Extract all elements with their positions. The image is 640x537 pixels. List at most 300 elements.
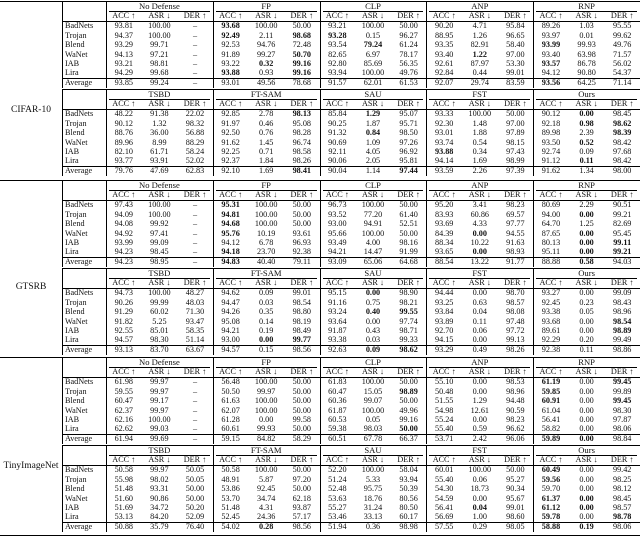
value-cell: 54.30 (434, 484, 454, 494)
value-cell: 100.00 (148, 288, 171, 298)
value-cell: 92.45 (256, 484, 276, 494)
value-cell: 1.87 (365, 118, 381, 128)
value-cell: 49.96 (399, 405, 418, 415)
value-cell: 97.00 (506, 118, 525, 128)
value-cell: 99.09 (150, 237, 169, 247)
table-row (62, 326, 640, 335)
metric-header: DER ↑ (397, 190, 420, 200)
metric-header: ACC ↑ (219, 190, 243, 200)
value-cell: 98.81 (150, 58, 169, 68)
value-cell: 87.65 (541, 228, 561, 238)
value-cell: 92.29 (541, 335, 561, 345)
metric-header: ASR ↓ (468, 11, 491, 21)
value-cell: 0.40 (365, 307, 381, 317)
value-cell: 2.05 (365, 156, 381, 166)
value-cell: 80.13 (541, 237, 561, 247)
value-cell: 92.25 (221, 146, 240, 156)
value-cell: – (192, 414, 198, 424)
value-cell: – (192, 247, 198, 257)
value-cell: 29.74 (470, 77, 489, 87)
value-cell: 56.41 (541, 414, 561, 424)
value-cell: 98.21 (399, 297, 418, 307)
value-cell: 50.00 (292, 219, 311, 229)
method-header: SAU (364, 89, 382, 99)
attack-name: Blend (65, 40, 85, 50)
table-row (62, 298, 640, 307)
value-cell: 0.35 (259, 307, 274, 317)
table-row (62, 415, 640, 424)
value-cell: 91.99 (399, 247, 418, 257)
value-cell: 0.03 (259, 297, 274, 307)
attack-name: Blend (65, 396, 85, 406)
column-rule (320, 445, 321, 532)
value-cell: 93.91 (150, 156, 169, 166)
value-cell: 97.89 (506, 128, 525, 138)
metric-header: DER ↑ (183, 455, 207, 465)
method-header: No Defense (138, 1, 180, 11)
value-cell: 62.01 (363, 77, 383, 87)
table-row (62, 128, 640, 137)
value-cell: 50.00 (185, 484, 205, 494)
column-rule (213, 1, 214, 88)
value-cell: 93.94 (328, 68, 347, 78)
value-cell: 0.00 (579, 247, 594, 257)
value-cell: 52.51 (399, 219, 418, 229)
value-cell: 88.54 (434, 256, 454, 266)
value-cell: 92.63 (328, 344, 347, 354)
table-row (62, 31, 640, 40)
value-cell: 10.19 (256, 228, 276, 238)
method-header: TSBD (148, 89, 171, 99)
value-cell: 94.73 (114, 288, 133, 298)
value-cell: 97.20 (292, 474, 311, 484)
attack-name: IAB (65, 58, 80, 68)
value-cell: 93.99 (114, 237, 133, 247)
metric-header: ASR ↓ (148, 99, 171, 109)
value-cell: 94.12 (221, 237, 240, 247)
metric-header: ASR ↓ (575, 99, 598, 109)
value-cell: 99.93 (577, 40, 596, 50)
column-rule (320, 1, 321, 88)
column-rule (426, 180, 427, 267)
value-cell: 82.10 (114, 146, 133, 156)
value-cell: 61.71 (150, 146, 169, 156)
value-cell: 90.04 (328, 165, 347, 175)
metric-header: ASR ↓ (255, 11, 278, 21)
value-cell: 0.00 (472, 386, 487, 396)
value-cell: 86.78 (577, 58, 596, 68)
column-rule (62, 268, 63, 355)
value-cell: 34.72 (150, 502, 169, 512)
value-cell: 99.16 (399, 414, 418, 424)
value-cell: 59.55 (114, 386, 133, 396)
value-cell: 0.03 (365, 335, 381, 345)
metric-header: ASR ↓ (148, 11, 171, 21)
column-rule (426, 1, 427, 88)
value-cell: 50.48 (434, 386, 454, 396)
value-cell: 1.29 (472, 396, 487, 406)
metric-header: ASR ↓ (468, 99, 491, 109)
value-cell: 98.06 (612, 521, 632, 531)
value-cell: 100.00 (361, 377, 385, 387)
value-cell: 98.05 (506, 521, 525, 531)
value-cell: 1.69 (472, 156, 487, 166)
value-cell: 92.07 (434, 77, 454, 87)
value-cell: 98.96 (506, 386, 525, 396)
metric-header: ASR ↓ (361, 278, 385, 288)
value-cell: 49.76 (612, 40, 632, 50)
value-cell: 0.09 (579, 146, 594, 156)
value-cell: 1.14 (365, 165, 381, 175)
column-rule (106, 1, 107, 88)
value-cell: 61.24 (399, 40, 418, 50)
attack-name: Average (65, 521, 93, 531)
value-cell: 93.61 (292, 228, 311, 238)
value-cell: 95.67 (506, 493, 525, 503)
value-cell: 94.44 (434, 288, 454, 298)
metric-header: ACC ↑ (325, 11, 349, 21)
value-cell: 55.27 (328, 502, 347, 512)
value-cell: 94.21 (221, 325, 240, 335)
value-cell: 92.38 (541, 344, 561, 354)
value-cell: 97.77 (506, 219, 525, 229)
metric-header: ASR ↓ (361, 455, 385, 465)
value-cell: 0.00 (579, 325, 594, 335)
value-cell: 50.00 (506, 465, 525, 475)
value-cell: 94.76 (256, 40, 276, 50)
value-cell: 80.50 (399, 502, 418, 512)
value-cell: – (192, 77, 198, 87)
method-header: FT-SAM (250, 445, 282, 455)
value-cell: 98.54 (612, 316, 632, 326)
value-cell: 89.98 (541, 128, 561, 138)
value-cell: 93.87 (292, 502, 311, 512)
value-cell: 59.78 (541, 512, 561, 522)
value-cell: 93.47 (185, 316, 205, 326)
attack-name: Lira (65, 247, 79, 257)
value-cell: 61.94 (114, 433, 133, 443)
value-cell: 92.84 (434, 68, 454, 78)
attack-name: Trojan (65, 386, 87, 396)
table-row (62, 494, 640, 503)
value-cell: 93.88 (221, 68, 240, 78)
value-cell: 0.46 (259, 118, 274, 128)
value-cell: 53.30 (506, 58, 525, 68)
value-cell: 98.62 (612, 118, 632, 128)
value-cell: 97.41 (150, 228, 169, 238)
value-cell: 2.42 (472, 433, 487, 443)
value-cell: 79.24 (363, 40, 383, 50)
value-cell: 0.29 (472, 521, 487, 531)
metric-header: ASR ↓ (575, 455, 598, 465)
value-cell: 95.81 (399, 156, 418, 166)
value-cell: 18.73 (470, 484, 489, 494)
value-cell: 64.68 (399, 256, 418, 266)
value-cell: 56.69 (434, 512, 454, 522)
value-cell: 1.32 (152, 118, 167, 128)
value-cell: 63.67 (185, 344, 205, 354)
value-cell: 92.38 (292, 247, 311, 257)
table-row (62, 475, 640, 484)
column-rule (213, 268, 214, 355)
value-cell: 60.53 (328, 414, 347, 424)
value-cell: 99.03 (150, 424, 169, 434)
value-cell: 69.57 (506, 209, 525, 219)
value-cell: 59.70 (541, 484, 561, 494)
value-cell: 98.32 (185, 118, 205, 128)
value-cell: 98.95 (150, 256, 169, 266)
method-header: FST (472, 89, 488, 99)
value-cell: 98.57 (506, 297, 525, 307)
metric-header: ASR ↓ (255, 455, 278, 465)
value-cell: 0.15 (365, 30, 381, 40)
value-cell: 90.20 (434, 21, 454, 31)
method-header-row (62, 358, 640, 367)
value-cell: 99.01 (292, 288, 311, 298)
metric-header: DER ↑ (290, 278, 314, 288)
value-cell: 98.23 (506, 200, 525, 210)
metric-header: ACC ↑ (112, 99, 136, 109)
value-cell: 78.17 (399, 49, 418, 59)
value-cell: 50.88 (114, 521, 133, 531)
metric-header: ACC ↑ (539, 455, 563, 465)
value-cell: 94.26 (221, 307, 240, 317)
value-cell: 100.00 (254, 405, 278, 415)
value-cell: – (192, 405, 198, 415)
value-cell: 59.56 (541, 474, 561, 484)
value-cell: 98.03 (363, 424, 383, 434)
method-header: No Defense (138, 180, 180, 190)
value-cell: 33.13 (363, 512, 383, 522)
metric-header: DER ↑ (290, 11, 314, 21)
method-header-row (62, 446, 640, 455)
value-cell: 93.21 (114, 58, 133, 68)
attack-name: Lira (65, 424, 79, 434)
column-rule (62, 180, 63, 267)
value-cell: 93.28 (328, 30, 347, 40)
value-cell: 60.02 (150, 307, 169, 317)
value-cell: 0.00 (472, 377, 487, 387)
metric-header: DER ↑ (290, 190, 314, 200)
value-cell: 51.48 (221, 502, 240, 512)
attack-name: WaNet (65, 493, 88, 503)
value-cell: 66.37 (399, 433, 418, 443)
value-cell: 99.97 (256, 386, 276, 396)
method-header-row (62, 2, 640, 11)
value-cell: 91.57 (328, 77, 347, 87)
value-cell: 51.60 (114, 493, 133, 503)
metric-header: ACC ↑ (325, 367, 349, 377)
metric-header: ACC ↑ (325, 278, 349, 288)
value-cell: 99.93 (256, 424, 276, 434)
value-cell: – (192, 256, 198, 266)
metric-header: ACC ↑ (219, 278, 243, 288)
value-cell: 93.01 (434, 128, 454, 138)
value-cell: 100.00 (254, 396, 278, 406)
value-cell: 92.11 (328, 146, 347, 156)
value-cell: 0.05 (365, 414, 381, 424)
value-cell: 50.00 (292, 209, 311, 219)
value-cell: 98.26 (506, 344, 525, 354)
table-row (62, 387, 640, 396)
metric-header-row (62, 455, 640, 464)
table-row (62, 109, 640, 118)
value-cell: 98.71 (399, 325, 418, 335)
value-cell: 100.00 (361, 228, 385, 238)
value-cell: 92.85 (221, 109, 240, 119)
value-cell: 97.39 (506, 165, 525, 175)
value-cell: 92.45 (541, 297, 561, 307)
value-cell: 94.23 (114, 247, 133, 257)
value-cell: 98.53 (506, 377, 525, 387)
value-cell: 0.32 (259, 58, 274, 68)
value-cell: 67.78 (363, 433, 383, 443)
metric-header: ACC ↑ (112, 278, 136, 288)
value-cell: 0.11 (579, 156, 594, 166)
value-cell: 61.98 (114, 377, 133, 387)
value-cell: 84.82 (256, 433, 276, 443)
value-cell: 98.98 (399, 521, 418, 531)
value-cell: 93.38 (328, 335, 347, 345)
metric-header: ACC ↑ (219, 11, 243, 21)
value-cell: 0.00 (472, 247, 487, 257)
column-rule (320, 268, 321, 355)
column-rule (320, 89, 321, 176)
value-cell: 50.00 (399, 424, 418, 434)
value-cell: 99.27 (256, 49, 276, 59)
metric-header: DER ↑ (504, 11, 527, 21)
metric-header: ASR ↓ (468, 278, 491, 288)
value-cell: 90.51 (612, 200, 632, 210)
metric-header-row (62, 367, 640, 376)
value-cell: 98.60 (506, 512, 525, 522)
value-cell: 93.85 (114, 77, 133, 87)
value-cell: 83.93 (434, 209, 454, 219)
metric-header: ASR ↓ (361, 99, 385, 109)
value-cell: 98.06 (612, 424, 632, 434)
value-cell: 99.01 (506, 502, 525, 512)
attack-name: Average (65, 165, 93, 175)
value-cell: 83.59 (506, 77, 525, 87)
value-cell: 52.20 (328, 465, 347, 475)
value-cell: 92.50 (221, 128, 240, 138)
method-header: FT-SAM (250, 268, 282, 278)
value-cell: 96.74 (292, 137, 311, 147)
metric-header: DER ↑ (610, 278, 634, 288)
value-cell: 93.57 (541, 58, 561, 68)
value-cell: 50.00 (292, 386, 311, 396)
table-row (62, 50, 640, 59)
column-rule (426, 268, 427, 355)
metric-header: DER ↑ (397, 11, 420, 21)
column-rule (213, 357, 214, 444)
value-cell: 0.00 (579, 396, 594, 406)
value-cell: 58.29 (292, 433, 311, 443)
value-cell: 94.91 (363, 219, 383, 229)
value-cell: – (192, 49, 198, 59)
value-cell: 95.76 (221, 228, 240, 238)
value-cell: 91.89 (221, 49, 240, 59)
value-cell: 0.44 (472, 68, 487, 78)
value-cell: 85.84 (328, 109, 347, 119)
attack-name: Average (65, 433, 93, 443)
table-row (62, 465, 640, 474)
value-cell: 58.35 (185, 325, 205, 335)
value-cell: 93.69 (434, 219, 454, 229)
value-cell: 56.35 (399, 58, 418, 68)
value-cell: 98.25 (612, 474, 632, 484)
value-cell: 98.93 (506, 247, 525, 257)
method-header: ANP (471, 180, 489, 190)
value-cell: 98.42 (612, 137, 632, 147)
method-header-row (62, 269, 640, 278)
value-cell: 93.13 (114, 344, 133, 354)
metric-header: DER ↑ (610, 11, 634, 21)
column-rule (106, 357, 107, 444)
value-cell: 0.28 (259, 521, 274, 531)
value-cell: 94.15 (434, 335, 454, 345)
value-cell: 98.19 (292, 316, 311, 326)
value-cell: 100.00 (254, 21, 278, 31)
table-row (62, 78, 640, 87)
value-cell: 54.02 (221, 521, 240, 531)
value-cell: 95.15 (328, 288, 347, 298)
attack-name: IAB (65, 146, 80, 156)
value-cell: – (192, 219, 198, 229)
value-cell: 0.06 (472, 325, 487, 335)
value-cell: 94.00 (541, 209, 561, 219)
value-cell: 61.83 (328, 377, 347, 387)
value-cell: 98.80 (292, 307, 311, 317)
value-cell: 93.89 (434, 316, 454, 326)
value-cell: 98.56 (292, 344, 311, 354)
value-cell: 24.36 (256, 512, 276, 522)
value-cell: 0.00 (579, 377, 594, 387)
value-cell: 59.85 (541, 386, 561, 396)
table-row (62, 247, 640, 256)
method-header: Ours (578, 268, 595, 278)
table-row (62, 484, 640, 493)
attack-name: Blend (65, 128, 85, 138)
value-cell: 94.14 (434, 156, 454, 166)
value-cell: 0.04 (472, 307, 487, 317)
value-cell: 99.71 (150, 40, 169, 50)
metric-header: DER ↑ (397, 278, 420, 288)
value-cell: 0.52 (579, 137, 594, 147)
value-cell: 50.00 (292, 377, 311, 387)
metric-header: DER ↑ (504, 190, 527, 200)
value-cell: 98.50 (399, 128, 418, 138)
value-cell: 53.71 (434, 433, 454, 443)
value-cell: 90.34 (506, 484, 525, 494)
value-cell: 94.48 (506, 396, 525, 406)
metric-header: DER ↑ (504, 278, 527, 288)
value-cell: 89.96 (114, 137, 133, 147)
value-cell: 94.55 (506, 228, 525, 238)
value-cell: 98.30 (612, 405, 632, 415)
value-cell: 100.00 (148, 30, 171, 40)
value-cell: 98.99 (506, 156, 525, 166)
value-cell: 0.49 (472, 344, 487, 354)
value-cell: 58.24 (185, 146, 205, 156)
column-rule (62, 1, 63, 88)
value-cell: 52.09 (185, 512, 205, 522)
value-cell: 79.76 (114, 165, 133, 175)
value-cell: 50.05 (185, 474, 205, 484)
value-cell: 99.42 (612, 465, 632, 475)
value-cell: 0.00 (579, 288, 594, 298)
value-cell: 1.45 (259, 137, 274, 147)
